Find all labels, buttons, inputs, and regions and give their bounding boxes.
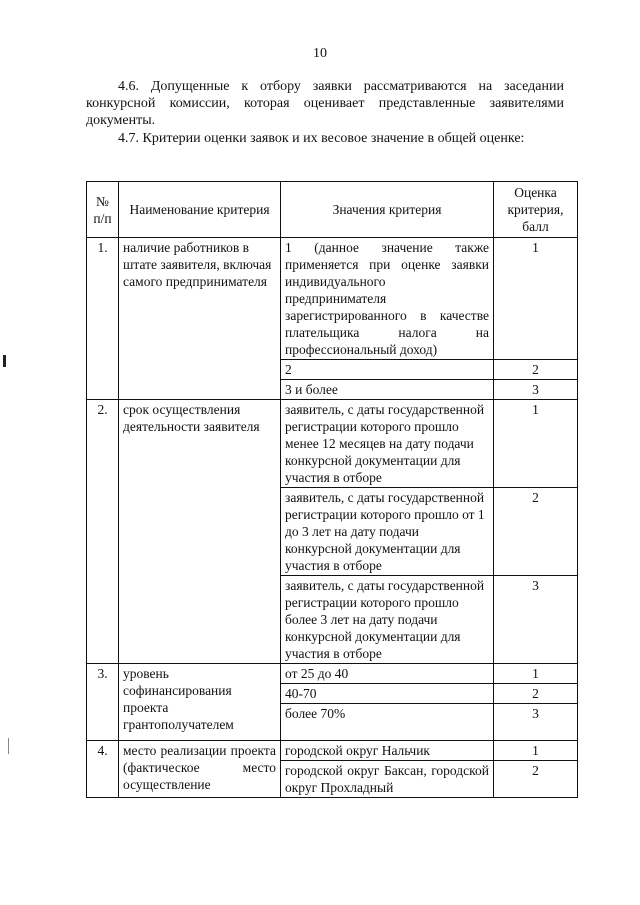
row-num: 2. bbox=[87, 400, 119, 664]
criterion-value: заявитель, с даты государственной регистрации которого прошло менее 12 месяцев на дату подачи конкурсной документации для участия в отборе bbox=[281, 400, 494, 488]
criterion-value: 2 bbox=[281, 360, 494, 380]
header-score: Оценка критерия, балл bbox=[494, 182, 578, 238]
row-num: 1. bbox=[87, 238, 119, 400]
criterion-value: 40-70 bbox=[281, 684, 494, 704]
criterion-score: 1 bbox=[494, 741, 578, 761]
criterion-value: городской округ Баксан, городской округ Прохладный bbox=[281, 761, 494, 798]
criterion-value: 3 и более bbox=[281, 380, 494, 400]
criterion-name: место реализации проекта (фактическое место осуществление bbox=[119, 741, 281, 798]
criterion-value: 1 (данное значение также применяется при оценке заявки индивидуального предпринимателя зарегистрированного в качестве плательщика налога на профессиональный доход) bbox=[281, 238, 494, 360]
header-num: № п/п bbox=[87, 182, 119, 238]
criterion-name: наличие работников в штате заявителя, включая самого предпринимателя bbox=[119, 238, 281, 400]
row-num: 4. bbox=[87, 741, 119, 798]
paragraph-4-6: 4.6. Допущенные к отбору заявки рассматриваются на заседании конкурсной комиссии, которая оценивает представленные заявителями документы. bbox=[86, 79, 564, 128]
criterion-value: заявитель, с даты государственной регистрации которого прошло от 1 до 3 лет на дату подачи конкурсной документации для участия в отборе bbox=[281, 488, 494, 576]
criterion-name: уровень софинансирования проекта грантополучателем bbox=[119, 664, 281, 741]
criterion-score: 2 bbox=[494, 684, 578, 704]
criterion-score: 1 bbox=[494, 400, 578, 488]
header-values: Значения критерия bbox=[281, 182, 494, 238]
page-number: 10 bbox=[313, 46, 327, 61]
paragraph-4-7: 4.7. Критерии оценки заявок и их весовое значение в общей оценке: bbox=[118, 131, 525, 146]
criterion-name: срок осуществления деятельности заявителя bbox=[119, 400, 281, 664]
table-row bbox=[87, 400, 578, 488]
header-name: Наименование критерия bbox=[119, 182, 281, 238]
criteria-table bbox=[86, 181, 578, 798]
criterion-score: 1 bbox=[494, 238, 578, 360]
criterion-score: 1 bbox=[494, 664, 578, 684]
table-row bbox=[87, 741, 578, 761]
table-row bbox=[87, 238, 578, 360]
scan-margin-mark bbox=[8, 738, 9, 754]
criterion-score: 2 bbox=[494, 360, 578, 380]
table-row bbox=[87, 664, 578, 684]
scan-margin-mark bbox=[3, 355, 6, 367]
criterion-score: 2 bbox=[494, 761, 578, 798]
criterion-score: 3 bbox=[494, 380, 578, 400]
table-header-row bbox=[87, 182, 578, 238]
criterion-value: от 25 до 40 bbox=[281, 664, 494, 684]
criterion-score: 3 bbox=[494, 704, 578, 741]
criterion-score: 2 bbox=[494, 488, 578, 576]
criterion-value: заявитель, с даты государственной регистрации которого прошло более 3 лет на дату подачи конкурсной документации для участия в отборе bbox=[281, 576, 494, 664]
criterion-score: 3 bbox=[494, 576, 578, 664]
criterion-value: городской округ Нальчик bbox=[281, 741, 494, 761]
criterion-value: более 70% bbox=[281, 704, 494, 741]
row-num: 3. bbox=[87, 664, 119, 741]
